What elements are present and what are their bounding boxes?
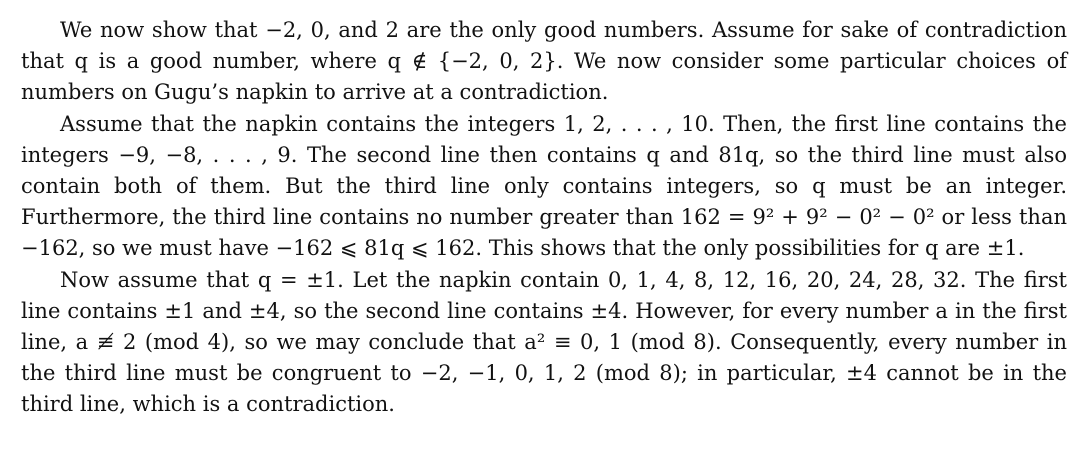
paragraph-good-numbers-claim: We now show that −2, 0, and 2 are the only good numbers. Assume for sake of contradiction that q is a good number, where q ∉ {−2, 0, 2}. We now consider some particular choices of numbers on Gugu’s napkin to arrive at a contradiction. (21, 18, 1067, 105)
paragraph-mod-8-argument: Now assume that q = ±1. Let the napkin contain 0, 1, 4, 8, 12, 16, 20, 24, 28, 32. The first line contains ±1 and ±4, so the second line contains ±4. However, for every number a in the first line, a ≢ 2 (mod 4), so we may conclude that a² ≡ 0, 1 (mod 8). Consequently, every number in the third line must be congruent to −2, −1, 0, 1, 2 (mod 8); in particular, ±4 cannot be in the third line, which is a contradiction. (21, 267, 1067, 417)
proof-text (21, 15, 1067, 421)
paragraph-integer-napkin: Assume that the napkin contains the integers 1, 2, . . . , 10. Then, the first line contains the integers −9, −8, . . . , 9. The second line then contains q and 81q, so the third line must also contain both of them. But the third line only contains integers, so q must be an integer. Furthermore, the third line contains no number greater than 162 = 9² + 9² − 0² − 0² or less than −162, so we must have −162 ⩽ 81q ⩽ 162. This shows that the only possibilities for q are ±1. (21, 111, 1067, 261)
